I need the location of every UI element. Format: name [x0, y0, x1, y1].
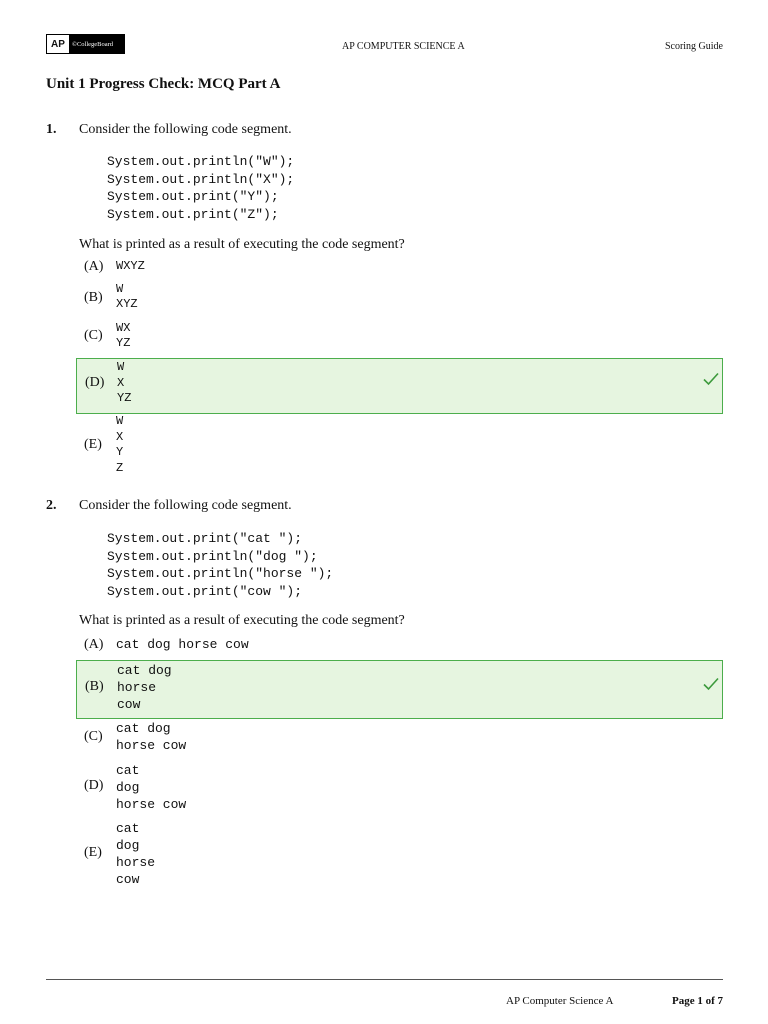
footer-divider	[46, 979, 723, 980]
q2-option-b-correct[interactable]	[76, 660, 723, 719]
q2-option-e[interactable]	[76, 820, 723, 888]
question-1-code: System.out.println("W"); System.out.println("X"); System.out.print("Y"); System.out.print("Z");	[107, 154, 295, 222]
option-text: cat dog horse cow	[116, 763, 187, 812]
q2-option-c[interactable]	[76, 720, 723, 756]
option-letter: (A)	[84, 637, 104, 652]
footer-page-number: Page 1 of 7	[671, 995, 723, 1007]
logo-ap-mark: AP	[47, 35, 69, 53]
question-1-stem: What is printed as a result of executing the code segment?	[79, 237, 405, 252]
header-course-title: AP COMPUTER SCIENCE A	[342, 41, 465, 52]
question-2-code: System.out.print("cat "); System.out.println("dog "); System.out.println("horse "); System.out.print("cow ");	[107, 531, 334, 599]
q2-option-d[interactable]	[76, 762, 723, 814]
header-scoring-guide: Scoring Guide	[664, 41, 723, 52]
question-2-prompt: Consider the following code segment.	[79, 498, 292, 513]
option-letter: (C)	[84, 729, 103, 744]
option-letter: (A)	[84, 259, 104, 274]
option-letter: (B)	[84, 290, 103, 305]
page-title: Unit 1 Progress Check: MCQ Part A	[46, 76, 281, 92]
question-2-number: 2.	[46, 498, 57, 513]
option-letter: (B)	[85, 679, 104, 694]
option-letter: (D)	[85, 375, 105, 390]
check-icon	[703, 372, 719, 386]
question-1-number: 1.	[46, 122, 57, 137]
q1-option-d-correct[interactable]	[76, 358, 723, 414]
q1-option-b[interactable]	[76, 281, 723, 315]
option-text: W X YZ	[117, 360, 132, 405]
q1-option-a[interactable]	[76, 256, 723, 278]
check-icon	[703, 677, 719, 691]
option-text: WX YZ	[116, 321, 131, 350]
option-letter: (E)	[84, 437, 102, 452]
q1-option-c[interactable]	[76, 320, 723, 354]
question-1-prompt: Consider the following code segment.	[79, 122, 292, 137]
ap-collegeboard-logo	[46, 34, 125, 54]
option-letter: (E)	[84, 845, 102, 860]
q1-option-e[interactable]	[76, 413, 723, 475]
option-text: cat dog horse cow	[116, 721, 187, 753]
option-letter: (D)	[84, 778, 104, 793]
logo-collegeboard-mark: ©CollegeBoard	[69, 35, 124, 53]
footer-subject: AP Computer Science A	[506, 995, 614, 1007]
page-header	[46, 34, 723, 58]
option-text: W XYZ	[116, 282, 138, 311]
option-text: cat dog horse cow	[116, 821, 156, 887]
q2-option-a[interactable]	[76, 634, 723, 656]
option-text: cat dog horse cow	[117, 663, 172, 712]
option-text: cat dog horse cow	[116, 637, 249, 652]
option-text: W X Y Z	[116, 414, 124, 475]
option-letter: (C)	[84, 328, 103, 343]
option-text: WXYZ	[116, 259, 145, 273]
question-2-stem: What is printed as a result of executing the code segment?	[79, 613, 405, 628]
